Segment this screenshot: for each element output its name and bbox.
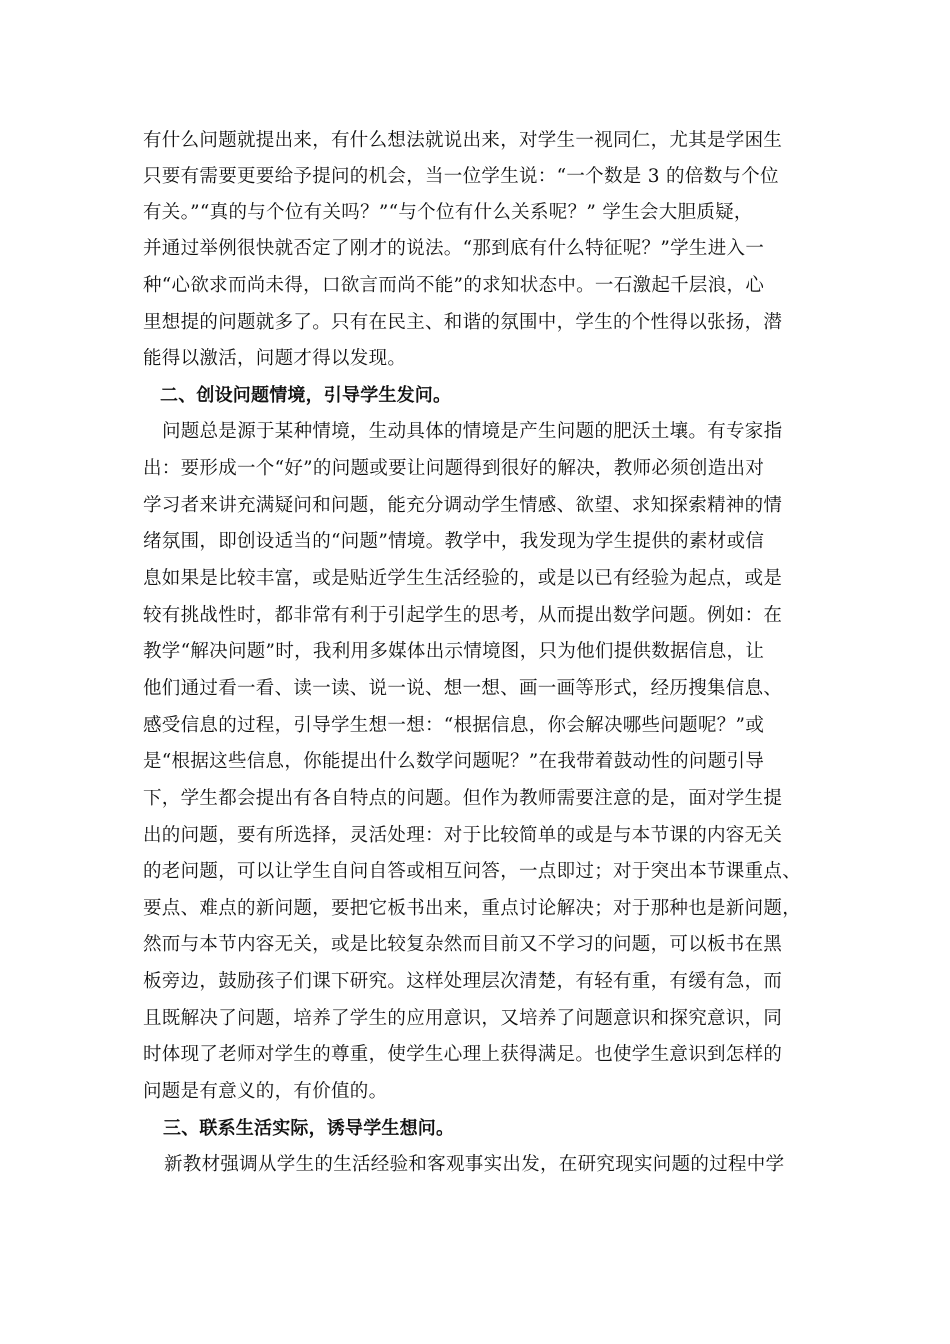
paragraph-line: 息如果是比较丰富，或是贴近学生生活经验的，或是以已有经验为起点，或是 bbox=[143, 568, 783, 589]
paragraph-line: 绪氛围，即创设适当的“问题”情境。教学中，我发现为学生提供的素材或信 bbox=[143, 531, 765, 552]
section-heading-3: 三、联系生活实际，诱导学生想问。 bbox=[163, 1118, 455, 1139]
paragraph-line: 能得以激活，问题才得以发现。 bbox=[143, 348, 407, 369]
paragraph-line: 时体现了老师对学生的尊重，使学生心理上获得满足。也使学生意识到怎样的 bbox=[143, 1044, 783, 1065]
paragraph-line: 有关。”“真的与个位有关吗？”“与个位有什么关系呢？” 学生会大胆质疑， bbox=[143, 202, 753, 223]
paragraph-line: 的老问题，可以让学生自问自答或相互问答，一点即过；对于突出本节课重点、 bbox=[143, 861, 802, 882]
paragraph-line: 板旁边，鼓励孩子们课下研究。这样处理层次清楚，有轻有重，有缓有急，而 bbox=[143, 971, 783, 992]
paragraph-line: 是“根据这些信息，你能提出什么数学问题呢？”在我带着鼓动性的问题引导 bbox=[143, 751, 765, 772]
paragraph-line: 并通过举例很快就否定了刚才的说法。“那到底有什么特征呢？”学生进入一 bbox=[143, 238, 765, 259]
paragraph-line: 要点、难点的新问题，要把它板书出来，重点讨论解决；对于那种也是新问题， bbox=[143, 898, 802, 919]
paragraph-line: 较有挑战性时，都非常有利于引起学生的思考，从而提出数学问题。例如：在 bbox=[143, 605, 783, 626]
paragraph-line: 教学“解决问题”时，我利用多媒体出示情境图，只为他们提供数据信息，让 bbox=[143, 641, 765, 662]
paragraph-line: 新教材强调从学生的生活经验和客观事实出发，在研究现实问题的过程中学 bbox=[164, 1154, 785, 1175]
paragraph-line: 出的问题，要有所选择，灵活处理：对于比较简单的或是与本节课的内容无关 bbox=[143, 825, 783, 846]
paragraph-line: 下，学生都会提出有各自特点的问题。但作为教师需要注意的是，面对学生提 bbox=[143, 788, 783, 809]
paragraph-line: 他们通过看一看、读一读、说一说、想一想、画一画等形式，经历搜集信息、 bbox=[143, 678, 783, 699]
paragraph-line: 出：要形成一个“好”的问题或要让问题得到很好的解决，教师必须创造出对 bbox=[143, 458, 765, 479]
section-heading-2: 二、创设问题情境，引导学生发问。 bbox=[160, 385, 452, 406]
paragraph-line: 学习者来讲充满疑问和问题，能充分调动学生情感、欲望、求知探索精神的情 bbox=[143, 495, 783, 516]
paragraph-line: 里想提的问题就多了。只有在民主、和谐的氛围中，学生的个性得以张扬，潜 bbox=[143, 312, 783, 333]
paragraph-line: 且既解决了问题，培养了学生的应用意识，又培养了问题意识和探究意识，同 bbox=[143, 1008, 783, 1029]
paragraph-line: 种“心欲求而尚未得，口欲言而尚不能”的求知状态中。一石激起千层浪，心 bbox=[143, 275, 765, 296]
paragraph-line: 问题总是源于某种情境，生动具体的情境是产生问题的肥沃土壤。有专家指 bbox=[162, 421, 783, 442]
paragraph-line: 感受信息的过程，引导学生想一想：“根据信息，你会解决哪些问题呢？”或 bbox=[143, 715, 765, 736]
paragraph-line: 有什么问题就提出来，有什么想法就说出来，对学生一视同仁，尤其是学困生 bbox=[143, 130, 783, 151]
paragraph-line: 然而与本节内容无关，或是比较复杂然而目前又不学习的问题，可以板书在黑 bbox=[143, 934, 783, 955]
paragraph-line: 只要有需要更要给予提问的机会，当一位学生说：“一个数是 3 的倍数与个位 bbox=[143, 166, 779, 187]
paragraph-line: 问题是有意义的，有价值的。 bbox=[143, 1081, 388, 1102]
